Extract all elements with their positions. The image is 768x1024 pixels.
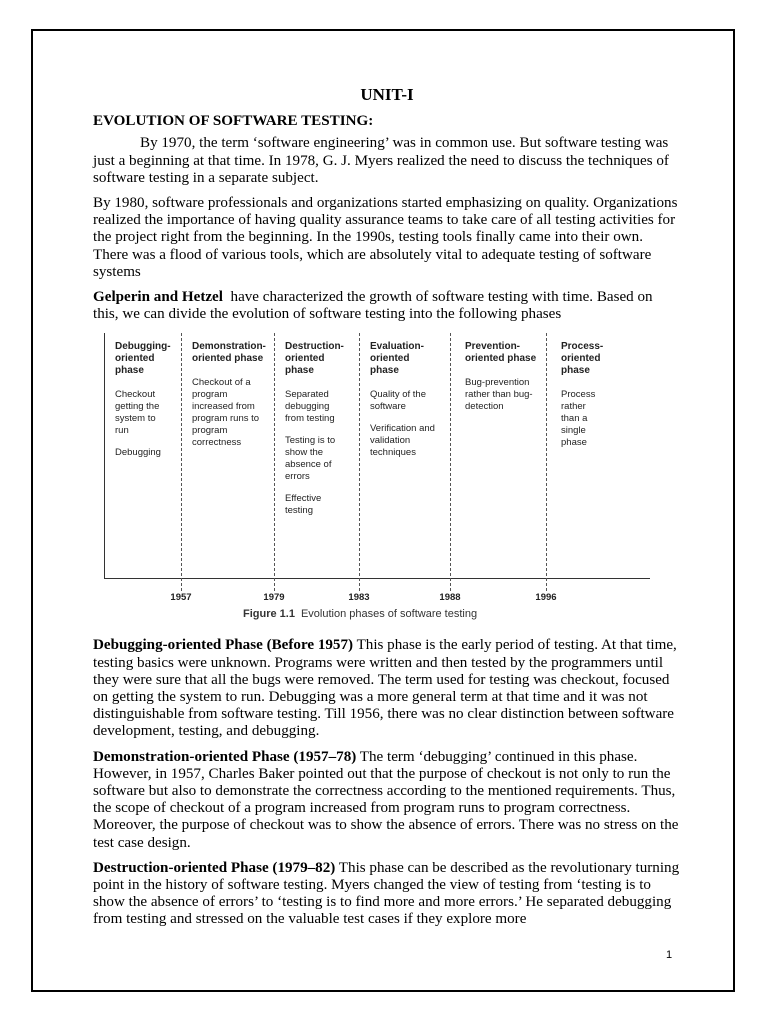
phase-name: Process- oriented phase [561, 341, 604, 377]
phase-process [561, 341, 645, 459]
phase-description [285, 389, 369, 517]
phase-description [465, 377, 555, 413]
destruction-phase-text: This phase can be described as the revolutionary turning point in the history of software testing. Myers changed the view of testing from ‘testing is to show the absence of errors’ to ‘testing is to find more and more errors.’ He separated debugging from testing and stressed on the valuable test cases if they explore more [93, 859, 680, 928]
phase-description [115, 389, 199, 459]
year-label: 1979 [263, 592, 285, 604]
debugging-phase-heading: Debugging-oriented Phase (Before 1957) [93, 637, 354, 654]
phase-item: Testing is to show the absence of errors [285, 435, 336, 483]
phase-evaluation [370, 341, 454, 469]
phase-description [370, 389, 454, 459]
phase-item: Quality of the software [370, 389, 426, 413]
figure-x-axis [104, 578, 650, 579]
phase-description [561, 389, 645, 449]
phase-name: Evaluation- oriented phase [370, 341, 424, 377]
phase-item: Process rather than a single phase [561, 389, 596, 449]
gelperin-hetzel-text: have characterized the growth of software testing with time. Based on this, we can divide the evolution of software testing into the following phases [93, 289, 657, 323]
phase-name: Demonstration- oriented phase [192, 341, 266, 365]
year-label: 1988 [439, 592, 461, 604]
phase-debugging [115, 341, 199, 469]
section-heading: EVOLUTION OF SOFTWARE TESTING: [93, 113, 374, 130]
demonstration-phase-heading: Demonstration-oriented Phase (1957–78) [93, 748, 357, 765]
phase-name: Prevention- oriented phase [465, 341, 537, 365]
phase-item: Separated debugging from testing [285, 389, 335, 425]
paragraph-intro-1970: By 1970, the term ‘software engineering’ was in common use. But software testing was just a beginning at that time. In 1978, G. J. Myers realized the need to discuss the techniques of software testing in a separate subject. [93, 135, 669, 186]
phase-description [192, 377, 276, 449]
demonstration-phase-text: The term ‘debugging’ continued in this phase. However, in 1957, Charles Baker pointed out that the purpose of checkout is not only to run the software but also to demonstrate the correctness according to the mentioned requirements. Thus, the scope of checkout of a program increased from program runs to program correctness. Moreover, the purpose of checkout was to show the absence of errors. There was no stress on the test case design. [93, 748, 679, 851]
evolution-phases-figure [93, 333, 681, 623]
figure-caption-text: Evolution phases of software testing [300, 608, 478, 621]
phase-item: Verification and validation techniques [370, 423, 435, 459]
page-number: 1 [666, 949, 673, 961]
phase-item: Debugging [115, 447, 161, 459]
paragraph-gelperin-hetzel [93, 289, 681, 323]
paragraph-destruction-phase [93, 860, 681, 929]
paragraph-1980: By 1980, software professionals and organizations started emphasizing on quality. Organizations realized the importance of having quality assurance teams to take care of all testing activities for the project right from the beginning. In the 1990s, testing tools finally came into their own. There was a flood of various tools, which are absolutely vital to adequate testing of software systems [93, 195, 678, 280]
document-body [93, 86, 681, 937]
phase-destruction [285, 341, 369, 527]
gelperin-hetzel-bold: Gelperin and Hetzel [93, 289, 223, 306]
debugging-phase-text: This phase is the early period of testing. At that time, testing basics were unknown. Programs were written and then tested by the programmers until they were sure that all the bugs were removed. The term used for testing was checkout, focused on getting the system to run. Debugging was a more general term at that time and it was not distinguishable from software testing. Till 1956, there was no clear distinction between software development, testing, and debugging. [93, 637, 677, 740]
figure-caption [243, 606, 477, 623]
figure-caption-label: Figure 1.1 [243, 608, 295, 621]
unit-title: UNIT-I [360, 85, 414, 104]
phase-demonstration [192, 341, 276, 459]
year-label: 1983 [348, 592, 370, 604]
year-label: 1957 [170, 592, 192, 604]
phase-item: Bug-prevention rather than bug- detection [465, 377, 533, 413]
paragraph-debugging-phase [93, 637, 681, 740]
phase-prevention [465, 341, 555, 423]
phase-item: Effective testing [285, 493, 322, 517]
destruction-phase-heading: Destruction-oriented Phase (1979–82) [93, 859, 336, 876]
figure-y-axis [104, 333, 105, 579]
year-label: 1996 [535, 592, 557, 604]
phase-item: Checkout getting the system to run [115, 389, 160, 437]
paragraph-demonstration-phase [93, 749, 681, 852]
phase-name: Debugging- oriented phase [115, 341, 171, 377]
phase-name: Destruction- oriented phase [285, 341, 344, 377]
phase-item: Checkout of a program increased from program runs to program correctness [192, 377, 260, 449]
